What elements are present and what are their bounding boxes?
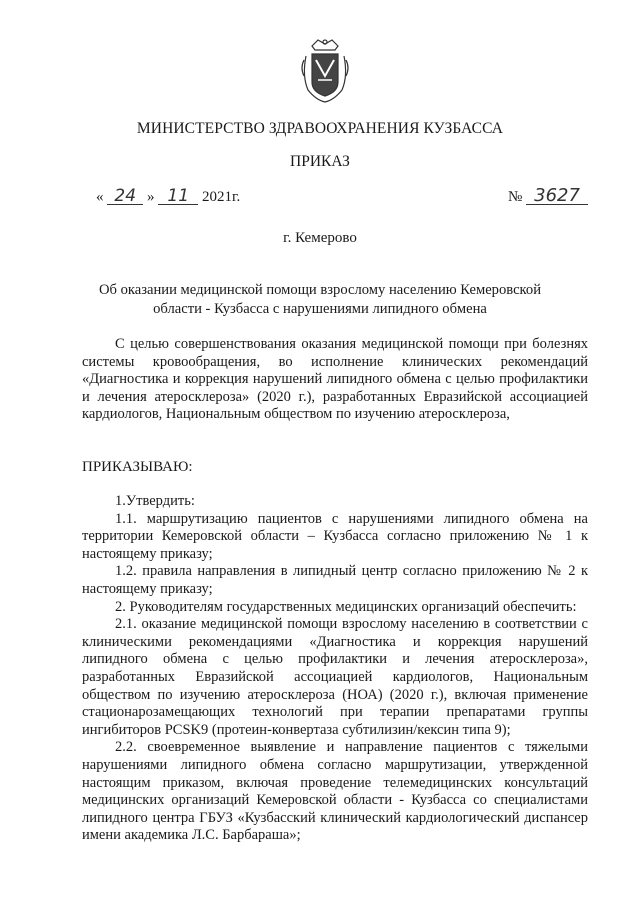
order-item: 2.1. оказание медицинской помощи взрослому населению в соответствии с клиническими рекомендациями «Диагностика и коррекция нарушений липидного обмена с целью профилактики и лечения атеросклероза», разработанных Евразийской ассоциацией кардиологов, Национальным обществом по изучению атеросклероза (НОА) (2020 г.), включая применение стационарозамещающих технологий при терапии препаратами группы ингибиторов PCSK9 (протеин-конвертаза субтилизин/кексин типа 9); xyxy=(82,616,588,738)
document-type: ПРИКАЗ xyxy=(290,153,350,170)
order-date xyxy=(96,188,240,206)
preamble-block xyxy=(82,336,588,424)
coat-of-arms-emblem xyxy=(298,36,352,106)
number-handwritten: 3627 xyxy=(526,188,588,205)
date-quote-open: « xyxy=(96,189,104,205)
number-sign: № xyxy=(508,189,523,205)
title-line: Об оказании медицинской помощи взрослому населению Кемеровской xyxy=(98,282,542,298)
order-item: 2.2. своевременное выявление и направление пациентов с тяжелыми нарушениями липидного обмена согласно маршрутизации, утвержденной настоящим приказом, включая проведение телемедицинских консультаций медицинских организаций Кемеровской области - Кузбасса со специалистами липидного центра ГБУЗ «Кузбасский клинический кардиологический диспансер имени академика Л.С. Барбараша»; xyxy=(82,739,588,844)
order-item: 2. Руководителям государственных медицинских организаций обеспечить: xyxy=(115,598,577,615)
preamble-paragraph: С целью совершенствования оказания медицинской помощи при болезнях системы кровообращения, во исполнение клинических рекомендаций «Диагностика и коррекция нарушений липидного обмена с целью профилактики и лечения атеросклероза» (2020 г.), разработанных Евразийской ассоциацией кардиологов, Национальным обществом по изучению атеросклероза, xyxy=(82,336,588,423)
date-month-handwritten: 11 xyxy=(158,188,198,205)
order-number xyxy=(508,185,588,206)
order-item: 1.2. правила направления в липидный центр согласно приложению № 2 к настоящему приказу; xyxy=(82,563,588,597)
city: г. Кемерово xyxy=(283,230,357,246)
title-line: области - Кузбасса с нарушениями липидного обмена xyxy=(153,301,487,317)
date-year: 2021г. xyxy=(202,189,241,205)
order-word: ПРИКАЗЫВАЮ: xyxy=(82,459,193,475)
order-item: 1.1. маршрутизацию пациентов с нарушениями липидного обмена на территории Кемеровской области – Кузбасса согласно приложению № 1 к настоящему приказу; xyxy=(82,510,588,562)
order-title xyxy=(0,281,640,319)
order-item: 1.Утвердить: xyxy=(115,493,195,509)
date-quote-close: » xyxy=(147,189,155,205)
ministry-name: МИНИСТЕРСТВО ЗДРАВООХРАНЕНИЯ КУЗБАССА xyxy=(136,120,504,137)
order-items xyxy=(82,493,588,845)
date-day-handwritten: 24 xyxy=(107,188,143,205)
